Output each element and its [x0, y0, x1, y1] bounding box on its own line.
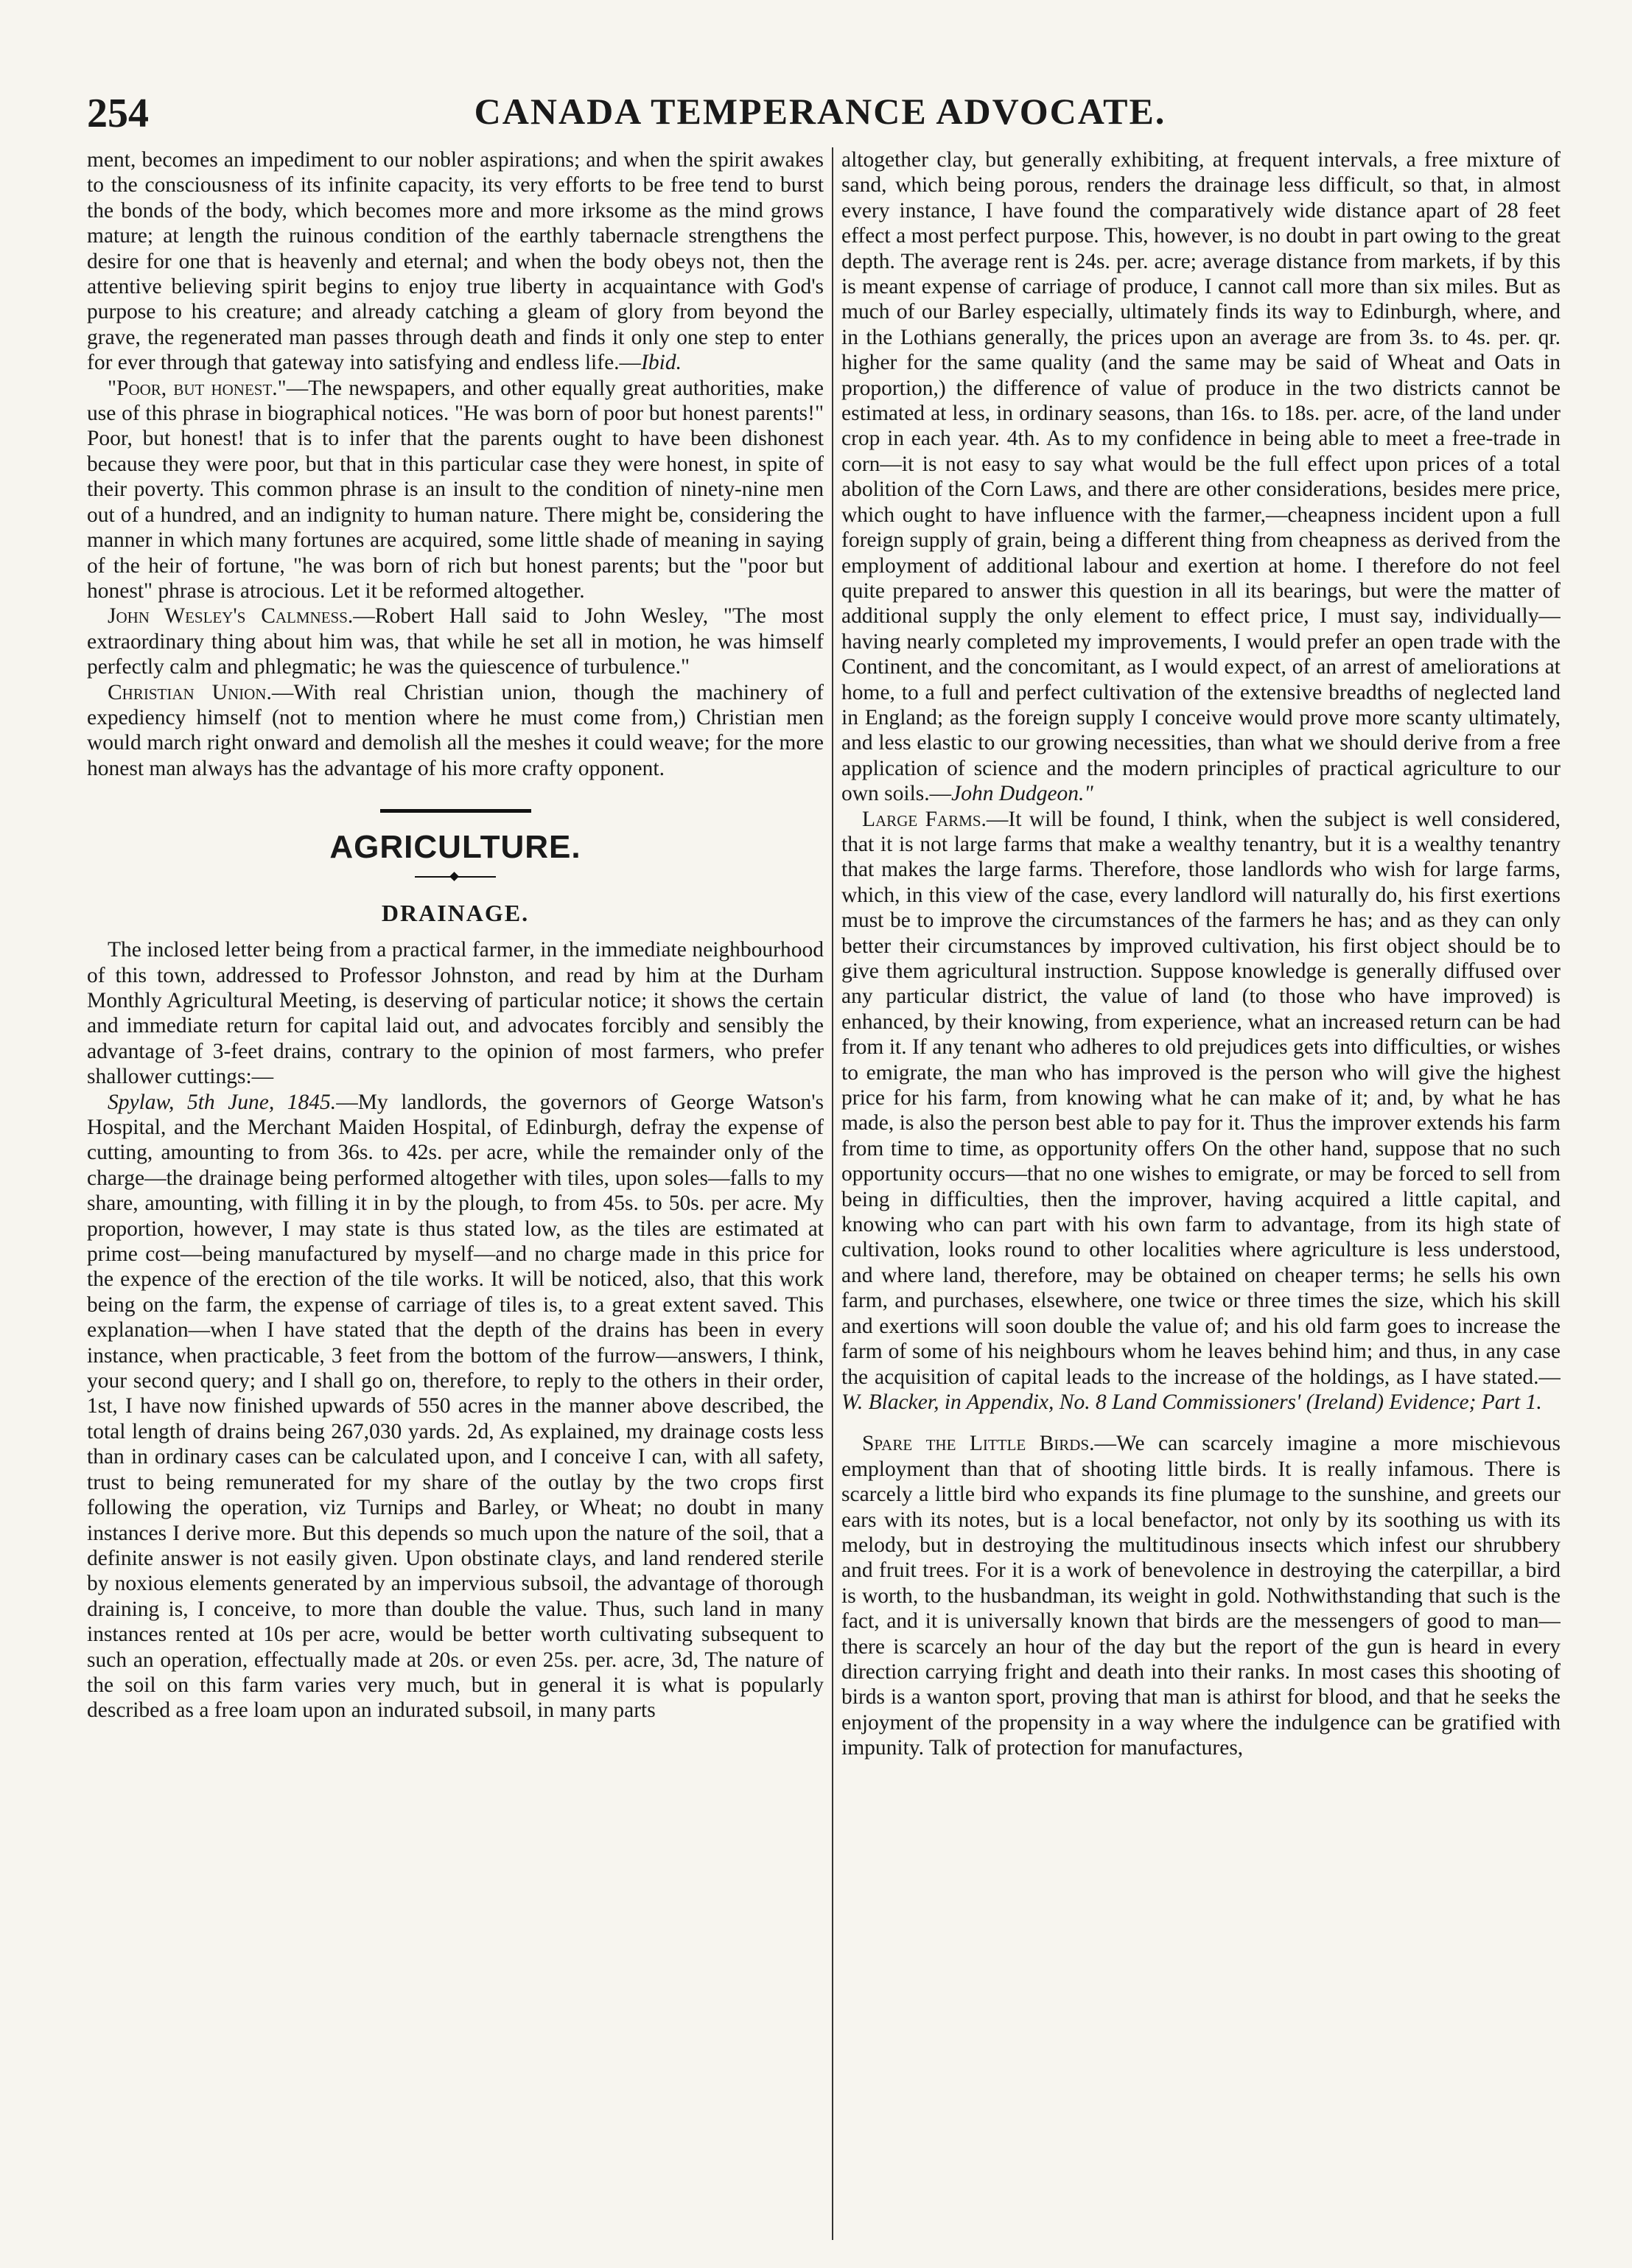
- drainage-letter-continued: altogether clay, but generally exhibiting, at frequent intervals, a free mixture of sand, which being porous, renders the drainage less difficult, so that, in almost every instance, I have found the comparatively wide distance apart of 28 feet effect a most perfect purpose. This, however, is no doubt in part owing to the great depth. The average rent is 24s. per. acre; average distance from markets, if by this is meant expense of carriage of produce, I cannot call more than six miles. But as much of our Barley especially, ultimately finds its way to Edinburgh, where, and in the Lothians generally, the prices upon an average are from 3s. to 4s. per. qr. higher for the same quality (and the same may be said of Wheat and Oats in proportion,) the difference of value of produce in the two districts cannot be estimated at less, in ordinary seasons, than 16s. to 18s. per. acre, of the land under crop in each year. 4th. As to my confidence in being able to meet a free-trade in corn—it is not easy to say what would be the full effect upon prices of a total abolition of the Corn Laws, and there are other considerations, besides mere price, which ought to have influence with the farmer,—cheapness incident upon a full foreign supply of grain, being a different thing from cheapness as derived from the employment of additional labour and exertion at home. I therefore do not feel quite prepared to answer this question in all its bearings, but were the matter of additional supply the only element to effect price, I must say, individually—having nearly completed my improvements, I would prefer an open trade with the Continent, and the concomitant, as I would expect, of an arrest of ameliorations at home, to a full and perfect cultivation of the extensive breadths of neglected land in England; as the foreign supply I conceive would prove more scanty ultimately, and less elastic to our growing necessities, than what we should derive from a free application of science and the modern principles of practical agriculture to our own soils.—John Dudgeon.": [841, 148, 1561, 806]
- article-heading: Christian Union.: [108, 680, 272, 704]
- drainage-intro: The inclosed letter being from a practical farmer, in the immediate neighbourhood of this town, addressed to Professor Johnston, and read by him at the Durham Monthly Agricultural Meeting, is deserving of particular notice; it shows the certain and immediate return for capital laid out, and advocates forcibly and sensibly the advantage of 3-feet drains, contrary to the opinion of most farmers, who prefer shallower cuttings:—: [87, 938, 824, 1089]
- running-head: [87, 90, 1553, 141]
- subheading-drainage: DRAINAGE.: [381, 900, 530, 927]
- article-heading: Spare the Little Birds.: [862, 1432, 1095, 1456]
- journal-title: CANADA TEMPERANCE ADVOCATE.: [474, 91, 1166, 132]
- article-large-farms: Large Farms.—It will be found, I think, when the subject is well considered, that it is not large farms that make a wealthy tenantry, but it is a wealthy tenantry that makes the large farms. Therefore, those landlords who wish for large farms, which, in this view of the case, every landlord will naturally do, his first exertions must be to improve the circumstances of the farmers he has; and as they can only better their circumstances by improved cultivation, his first object should be to give them agricultural instruction. Suppose knowledge is generally diffused over any particular district, the value of land (to those who have improved) is enhanced, by their knowing, from experience, what an increased return can be had from it. If any tenant who adheres to old prejudices gets into difficulties, or wishes to emigrate, the man who has improved is the person who will give the highest price for his farm, from knowing what he can make of it; and, by what he has made, is also the person best able to pay for it. Thus the improver extends his farm from time to time, as opportunity offers On the other hand, suppose that no such opportunity occurs—that no one wishes to emigrate, or may be forced to sell from being in difficulties, then the improver, having acquired a little capital, and knowing who can part with his own farm to advantage, from its high state of cultivation, looks round to other localities where agriculture is less understood, and where land, therefore, may be obtained on cheaper terms; he sells his own farm, and purchases, elsewhere, one twice or three times the size, which his skill and exertions will soon double the value of; and his old farm goes to increase the farm of some of his neighbours whom he leaves behind him; and thus, in any case the acquisition of capital leads to the increase of the holdings, as I have stated.—W. Blacker, in Appendix, No. 8 Land Commissioners' (Ireland) Evidence; Part 1.: [841, 807, 1561, 1414]
- ornament-rule: [415, 873, 496, 881]
- drainage-letter: Spylaw, 5th June, 1845.—My landlords, the governors of George Watson's Hospital, and the Merchant Maiden Hospital, of Edinburgh, defray the expense of cutting, amounting to from 36s. to 42s. per acre, while the remainder only of the charge—the drainage being performed altogether with tiles, upon soles—falls to my share, amounting, with filling it in by the plough, to from 45s. to 50s. per acre. My proportion, however, I may state is thus stated low, as the tiles are estimated at prime cost—being manufactured by myself—and no charge made in this price for the expence of the erection of the tile works. It will be noticed, also, that this work being on the farm, the expense of carriage of tiles is, to a great extent saved. This explanation—when I have stated that the depth of the drains has been in every instance, when practicable, 3 feet from the bottom of the furrow—answers, I think, your second query; and I shall go on, therefore, to reply to the others in their order, 1st, I have now finished upwards of 550 acres in the manner above described, the total length of drains being 267,030 yards. 2d, As explained, my drainage costs less than in ordinary cases can be calculated upon, and I conceive I can, with all safety, trust to being remunerated for my share of the outlay by the two crops first following the operation, viz Turnips and Barley, or Wheat; no doubt in many instances I derive more. But this depends so much upon the nature of the soil, that a definite answer is not easily given. Upon obstinate clays, and land rendered sterile by noxious elements generated by an impervious subsoil, the advantage of thorough draining is, I conceive, to more than double the value. Thus, such land in many instances rented at 10s per acre, would be better worth cultivating subsequent to such an operation, effectually made at 20s. or even 25s. per. acre, 3d, The nature of the soil on this farm varies very much, but in general it is what is popularly described as a free loam upon an indurated subsoil, in many parts: [87, 1090, 824, 1723]
- article-heading: Large Farms.: [862, 807, 987, 831]
- spacer: [841, 1415, 1561, 1431]
- right-column: [841, 147, 1561, 2247]
- section-divider: [380, 809, 531, 813]
- article-christian-union: Christian Union.—With real Christian union, though the machinery of expediency himself (not to mention where he must come from,) Christian men would march right onward and demolish all the meshes it could weave; for the more honest man always has the advantage of his more crafty opponent.: [87, 680, 824, 780]
- article-citation: W. Blacker, in Appendix, No. 8 Land Commissioners' (Ireland) Evidence; Part 1.: [841, 1390, 1542, 1414]
- article-poor-but-honest: "Poor, but honest."—The newspapers, and other equally great authorities, make use of this phrase in biographical notices. "He was born of poor but honest parents!" Poor, but honest! that is to infer that the parents ought to have been dishonest because they were poor, but that in this particular case they were honest, in spite of their poverty. This common phrase is an insult to the condition of ninety-nine men out of a hundred, and an indignity to human nature. There might be, considering the manner in which many fortunes are acquired, some little shade of meaning in saying of the heir of fortune, "he was born of rich but honest parents; but the "poor but honest" phrase is atrocious. Let it be reformed altogether.: [87, 376, 824, 603]
- section-heading-agriculture: AGRICULTURE.: [329, 829, 581, 866]
- column-divider: [832, 147, 833, 2240]
- article-heading: "Poor, but honest.": [108, 376, 287, 400]
- article-spare-little-birds: Spare the Little Birds.—We can scarcely imagine a more mischievous employment than that of shooting little birds. It is really infamous. There is scarcely a little bird who expands its fine plumage to the sunshine, and greets our ears with its notes, but is a local benefactor, not only by its soothing us with its melody, but in destroying the multitudinous insects which infest our shrubbery and fruit trees. For it is a work of benevolence in destroying the caterpillar, a bird is worth, to the husbandman, its weight in gold. Nothwithstanding that such is the fact, and it is universally known that birds are the messengers of good to man—there is scarcely an hour of the day but the report of the gun is heard in every direction carrying fright and death into their ranks. In most cases this shooting of birds is a wanton sport, proving that man is athirst for blood, and that he seeks the enjoyment of the propensity in a way where the indulgence can be gratified with impunity. Talk of protection for manufactures,: [841, 1432, 1561, 1760]
- article-heading: John Wesley's Calmness.: [108, 604, 354, 629]
- left-column: [87, 147, 824, 2247]
- page-number: 254: [87, 91, 149, 136]
- letter-dateline: Spylaw, 5th June, 1845.: [108, 1090, 337, 1114]
- article-wesley-calmness: John Wesley's Calmness.—Robert Hall said to John Wesley, "The most extraordinary thing about him was, that while he set all in motion, he was himself perfectly calm and phlegmatic; he was the quiescence of turbulence.": [87, 604, 824, 679]
- article-continuation: ment, becomes an impediment to our nobler aspirations; and when the spirit awakes to the consciousness of its infinite capacity, its very efforts to be free tend to burst the bonds of the body, which becomes more and more irksome as the mind grows mature; at length the ruinous condition of the earthly tabernacle strengthens the desire for one that is heavenly and eternal; and when the body obeys not, then the attentive believing spirit begins to enjoy true liberty in acquaintance with God's purpose to his creature; and already catching a gleam of glory from beyond the grave, the regenerated man passes through death and finds it only one step to enter for ever through that gateway into satisfying and endless life.—Ibid.: [87, 148, 824, 375]
- letter-signature: John Dudgeon.": [951, 782, 1093, 806]
